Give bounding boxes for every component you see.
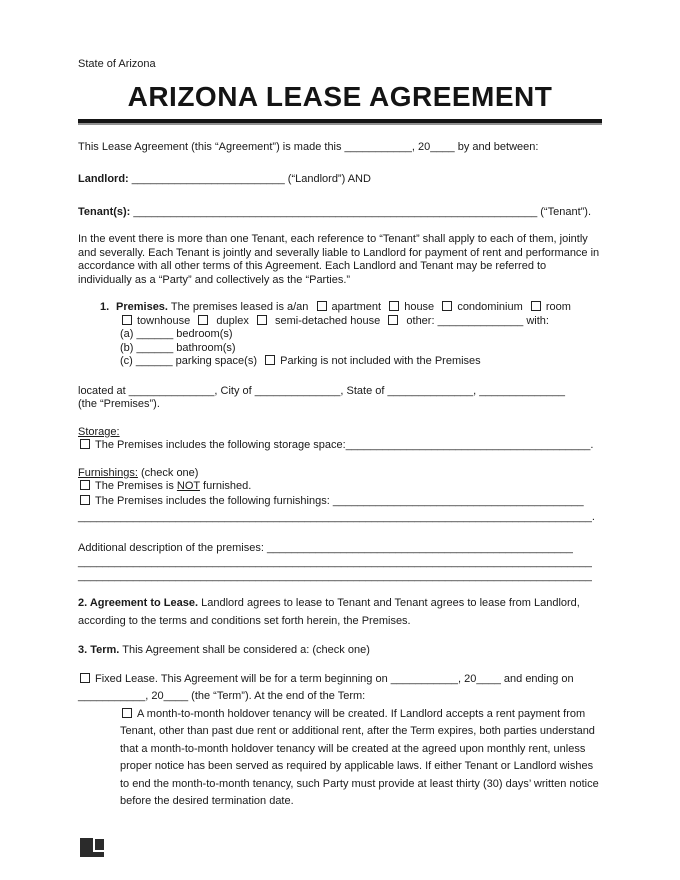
bedrooms-label: bedroom(s) (176, 328, 233, 340)
tenant-line (78, 206, 602, 220)
page-title: ARIZONA LEASE AGREEMENT (127, 80, 553, 112)
holdover-paragraph: A month-to-month holdover tenancy will be created. If Landlord accepts a rent payment from Tenant, other than past due rent or additional rent, after the Term expires, both parties understand that a month-to-month holdover tenancy will be created at the agreed upon monthly rent, unless proper notice has been served as required by applicable laws. If either Tenant or Landlord wishes to end the month-to-month tenancy, such Party must provide at least thirty (30) days’ written notice before the desired termination date. (120, 707, 599, 807)
located-comma: , (473, 384, 480, 397)
checkbox-semi-detached-house[interactable] (257, 315, 267, 325)
parking-note: Parking is not included with the Premises (280, 355, 481, 367)
furnishings-heading: Furnishings: (check one) (78, 466, 199, 479)
document-content (78, 58, 602, 811)
state-label-inline: , State of (340, 384, 388, 397)
state-blank: ______________ (387, 384, 474, 397)
additional-line-3: ____________________________________________________________________________________ (78, 570, 592, 582)
city-blank: ______________ (254, 384, 341, 397)
option-label-house: house (404, 301, 435, 313)
additional-label: Additional description of the premises: (78, 541, 267, 554)
located-lead: located at (78, 384, 129, 397)
storage-heading: Storage: (78, 425, 120, 438)
landlord-line (78, 173, 602, 187)
furnishings-heading-note: (check one) (140, 466, 199, 479)
checkbox-room[interactable] (531, 301, 541, 311)
option-label-duplex: duplex (216, 314, 249, 327)
agreement-to-lease-paragraph: 2. Agreement to Lease. Landlord agrees to lease to Tenant and Tenant agrees to lease from Landlord, according to the terms and conditions set forth herein, the Premises. (78, 597, 580, 627)
option-label-room: room (545, 301, 571, 313)
landlord-label: Landlord: (78, 173, 129, 185)
checkbox-condominium[interactable] (442, 301, 452, 311)
checkbox-storage[interactable] (80, 439, 90, 449)
term-heading: 3. Term. (78, 644, 120, 656)
premises-line-2 (78, 315, 602, 329)
agreement-to-lease-heading: 2. Agreement to Lease. (78, 597, 199, 609)
bathrooms-prefix: (b) (120, 341, 134, 354)
zip-blank: ______________ (479, 384, 565, 397)
option-label-semi-detached-house: semi-detached house (275, 314, 381, 327)
option-label-condominium: condominium (457, 301, 523, 313)
tenant-name-blank: __________________________________________________________________ (133, 205, 538, 218)
tenant-suffix: (“Tenant”). (540, 205, 592, 218)
intro-paragraph: This Lease Agreement (this “Agreement”) is made this ___________, 20____ by and between: (78, 140, 539, 153)
premises-tail: (the “Premises”). (78, 398, 160, 410)
parking-blank: ______ (135, 355, 173, 367)
storage-line (78, 439, 602, 453)
parking-line (78, 355, 602, 369)
parking-prefix: (c) (120, 355, 133, 367)
storage-label: The Premises includes the following storage space: (95, 439, 346, 451)
premises-line-1 (78, 301, 602, 315)
checkbox-not-furnished[interactable] (80, 480, 90, 490)
storage-period: . (590, 439, 594, 451)
legal-templates-logo (80, 838, 105, 858)
other-blank: ______________ (437, 314, 524, 327)
landlord-suffix: (“Landlord”) AND (287, 173, 371, 185)
option-label-townhouse: townhouse (137, 314, 191, 327)
title-divider (78, 119, 602, 125)
checkbox-duplex[interactable] (198, 315, 208, 325)
tenant-label: Tenant(s): (78, 205, 131, 218)
checkbox-apartment[interactable] (317, 301, 327, 311)
additional-line-2: ____________________________________________________________________________________ (78, 556, 592, 568)
premises-number: 1. (100, 301, 110, 313)
option-label-apartment: apartment (331, 301, 382, 313)
bedrooms-blank: ______ (136, 328, 174, 340)
term-paragraph: 3. Term. This Agreement shall be considered a: (check one) (78, 644, 370, 656)
landlord-name-blank: _________________________ (131, 173, 285, 185)
not-furnished-post: furnished. (203, 480, 252, 492)
city-label: , City of (214, 384, 255, 397)
bedrooms-line (78, 328, 602, 342)
bathrooms-label: bathroom(s) (176, 341, 236, 354)
state-label: State of Arizona (78, 58, 156, 70)
premises-heading: Premises. (116, 301, 168, 313)
parking-label: parking space(s) (175, 355, 257, 367)
checkbox-other[interactable] (388, 315, 398, 325)
furnishings-includes-label: The Premises includes the following furnishings: (95, 494, 333, 507)
additional-description-line (78, 542, 602, 556)
furnishings-overflow-line: ____________________________________________________________________________________. (78, 510, 595, 523)
checkbox-house[interactable] (389, 301, 399, 311)
furnishings-includes-line (78, 494, 602, 509)
checkbox-townhouse[interactable] (122, 315, 132, 325)
furnishings-period: . (591, 510, 595, 523)
furnishings-blank: _________________________________________ (332, 494, 584, 507)
additional-blank-1: __________________________________________________ (266, 541, 573, 554)
checkbox-holdover[interactable] (122, 708, 132, 718)
fixed-lease-paragraph: Fixed Lease. This Agreement will be for a term beginning on ___________, 20____ and ending on ___________, 20____ (the “Term”). At the end of the Term: (78, 672, 574, 702)
other-label: other: (406, 314, 435, 327)
address-blank: ______________ (128, 384, 215, 397)
bathrooms-blank: ______ (136, 341, 174, 354)
joint-liability-paragraph: In the event there is more than one Tenant, each reference to “Tenant” shall apply to each of them, jointly and severally. Each Tenant is jointly and severally liable to Landlord for payment of rent and performance in accordance with all other terms of this Agreement. Each Landlord and Tenant may be referred to individually as a “Party” and collectively as the “Parties.” (78, 233, 600, 286)
checkbox-parking-not-included[interactable] (265, 355, 275, 365)
premises-lead: The premises leased is a/an (170, 301, 309, 313)
bathrooms-line (78, 342, 602, 356)
checkbox-fixed-lease[interactable] (80, 673, 90, 683)
bedrooms-prefix: (a) (120, 328, 134, 340)
with-label: with: (526, 314, 549, 327)
not-word: NOT (176, 480, 200, 492)
located-line (78, 385, 602, 399)
not-furnished-pre: The Premises is (95, 480, 174, 492)
not-furnished-line (78, 480, 602, 494)
storage-blank: ________________________________________ (345, 439, 591, 451)
checkbox-furnished[interactable] (80, 495, 90, 505)
